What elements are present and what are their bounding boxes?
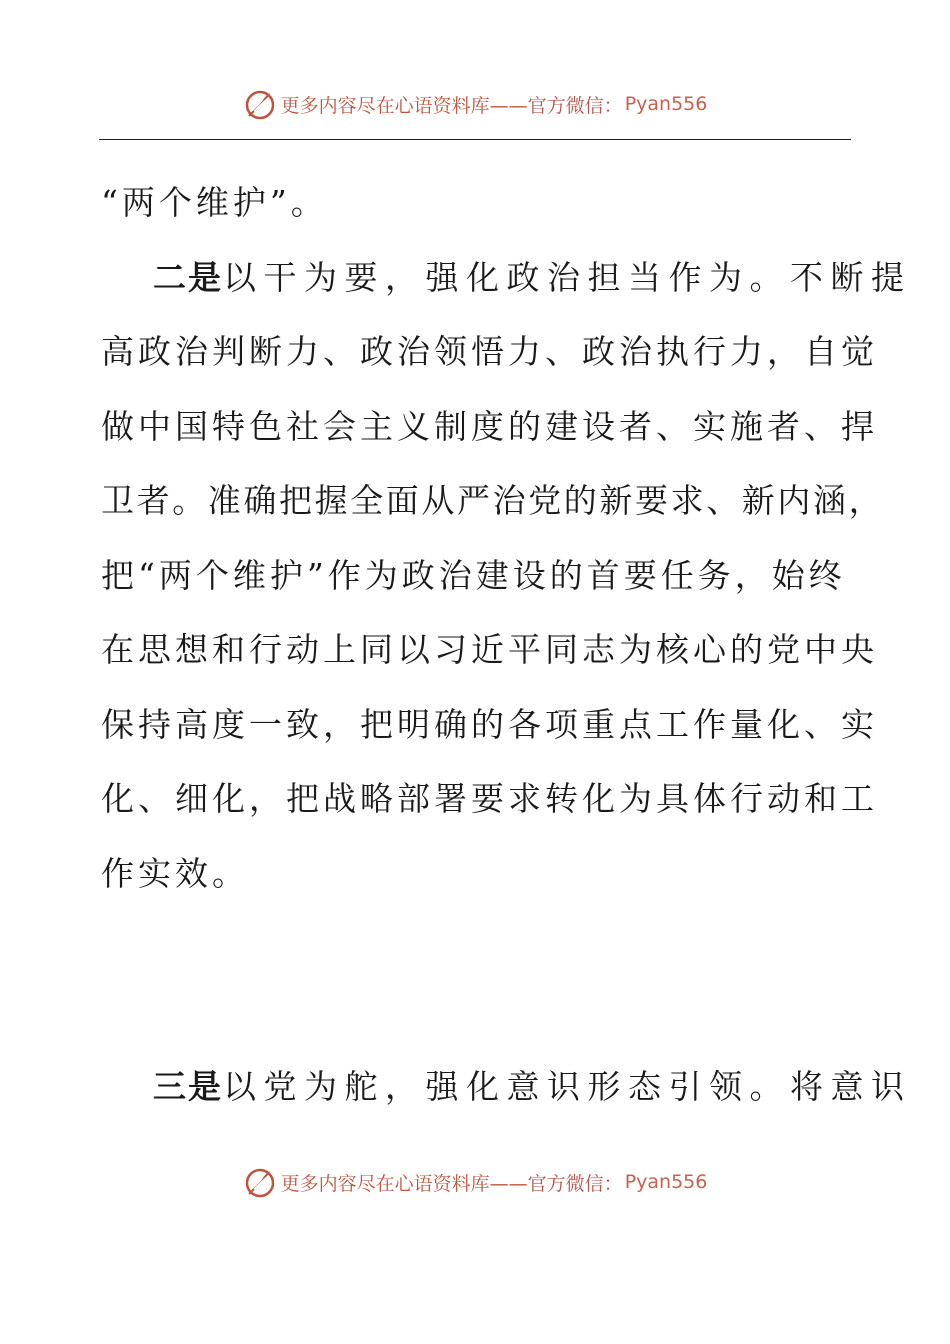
footer-banner-wechat-id: Pyan556 (624, 1171, 708, 1193)
footer-banner-wechat-label: 官方微信： (527, 1172, 623, 1195)
document-body (101, 166, 912, 911)
para2-line-2: 高政治判断力、政治领悟力、政治执行力，自觉 (101, 332, 878, 371)
para2-line-4: 卫者。准确把握全面从严治党的新要求、新内涵， (101, 481, 885, 520)
paragraph-3 (101, 1050, 912, 1125)
para3-line-1 (101, 1050, 912, 1125)
continuation-line: “两个维护”。 (101, 183, 328, 222)
para2-line-1 (101, 241, 912, 316)
footer-banner-main-text: 更多内容尽在心语资料库—— (280, 1172, 528, 1195)
para3-lead: 三是 (153, 1067, 223, 1106)
para3-line-1-text: 以党为舵，强化意识形态引领。将意识 (223, 1067, 912, 1106)
quill-pen-logo-icon (243, 1165, 277, 1199)
quill-pen-logo-icon (243, 87, 277, 121)
banner-wechat-label: 官方微信： (527, 94, 623, 117)
para2-line-5: 把“两个维护”作为政治建设的首要任务，始终 (101, 555, 846, 595)
header-banner (0, 80, 950, 128)
para2-line-8: 化、细化，把战略部署要求转化为具体行动和工 (101, 779, 878, 818)
para2-line-9: 作实效。 (101, 853, 249, 893)
para2-line-1-text: 以干为要，强化政治担当作为。不断提 (223, 257, 912, 297)
para2-line-7: 保持高度一致，把明确的各项重点工作量化、实 (101, 704, 878, 744)
para2-lead: 二是 (153, 257, 223, 297)
header-divider (99, 139, 851, 140)
footer-banner (0, 1158, 950, 1206)
banner-wechat-id: Pyan556 (624, 93, 708, 115)
banner-main-text: 更多内容尽在心语资料库—— (280, 94, 528, 117)
para2-line-6: 在思想和行动上同以习近平同志为核心的党中央 (101, 630, 878, 669)
para2-line-3: 做中国特色社会主义制度的建设者、实施者、捍 (101, 406, 878, 446)
